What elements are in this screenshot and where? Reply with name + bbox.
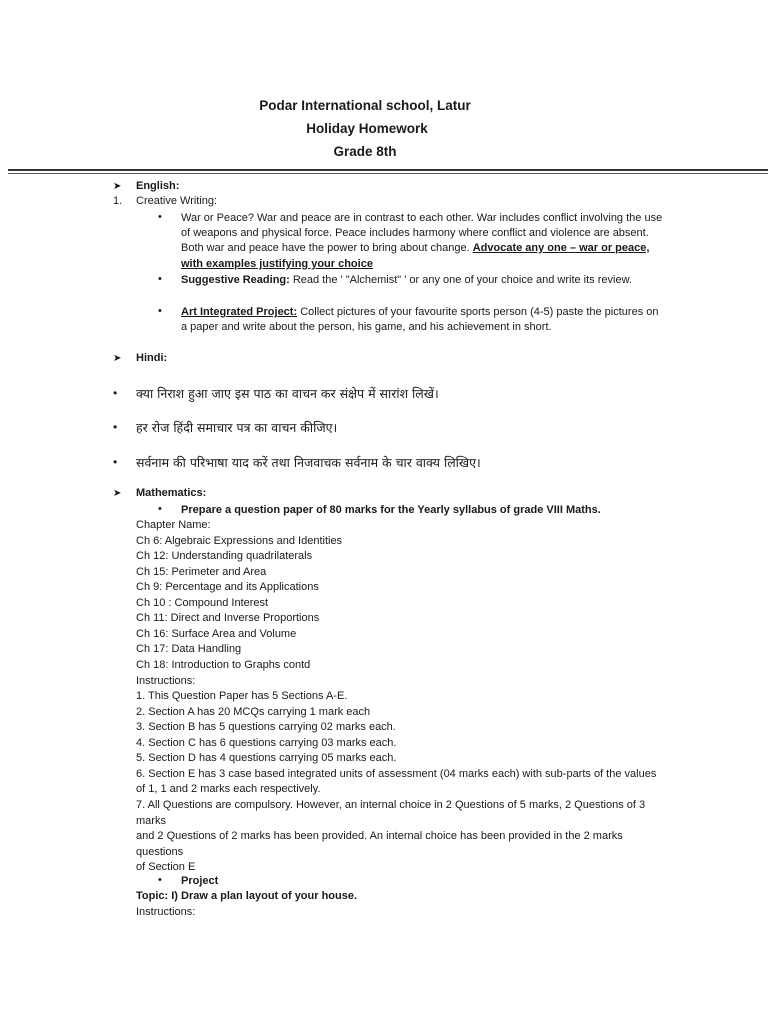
grade-label: Grade 8th [333, 144, 397, 159]
document-title: Holiday Homework [306, 121, 428, 136]
bullet-icon: • [158, 503, 162, 515]
project-label: Project [181, 875, 219, 887]
maths-line: 7. All Questions are compulsory. However, an internal choice in 2 Questions of 5 marks, 2 Questions of 3 [136, 798, 646, 811]
bullet-icon: • [158, 273, 162, 285]
maths-line: questions [136, 845, 184, 858]
war-peace-emphasis-1: Advocate any one – war or peace, [472, 242, 650, 254]
maths-line: of Section E [136, 861, 196, 874]
suggestive-reading-line [181, 274, 632, 286]
art-project-line-2: a paper and write about the person, his game, and his achievement in short. [181, 321, 552, 333]
war-peace-line-3-text: Both war and peace have the power to bring about change. [181, 242, 473, 254]
arrow-bullet-icon: ➤ [113, 488, 122, 499]
bullet-icon: • [113, 386, 118, 400]
arrow-bullet-icon: ➤ [113, 181, 122, 192]
bullet-icon: • [158, 211, 162, 223]
war-peace-line-2: of weapons and physical force. Peace includes harmony where conflict and violence are absent. [181, 227, 649, 239]
maths-line: Ch 11: Direct and Inverse Proportions [136, 612, 320, 625]
project-instructions: Instructions: [136, 906, 196, 918]
hindi-item-1: क्या निराश हुआ जाए इस पाठ का वाचन कर संक्षेप में सारांश लिखें। [136, 386, 439, 401]
maths-line: marks [136, 814, 166, 827]
bullet-icon: • [113, 420, 118, 434]
maths-line: Ch 12: Understanding quadrilaterals [136, 550, 313, 563]
bullet-icon: • [113, 455, 118, 469]
project-topic: Topic: I) Draw a plan layout of your house. [136, 890, 358, 902]
item-number: 1. [113, 195, 123, 207]
maths-line: 4. Section C has 6 questions carrying 03 marks each. [136, 736, 397, 749]
document-header [0, 94, 700, 163]
maths-line: Ch 9: Percentage and its Applications [136, 581, 319, 594]
maths-heading: Mathematics: [136, 487, 207, 499]
art-project-text-1: Collect pictures of your favourite sports person (4-5) paste the pictures on [297, 306, 659, 318]
arrow-bullet-icon: ➤ [113, 353, 122, 364]
war-peace-line-3 [181, 242, 649, 254]
maths-line: Ch 10 : Compound Interest [136, 596, 269, 609]
art-project-line-1 [181, 306, 658, 318]
maths-line: 5. Section D has 4 questions carrying 05 marks each. [136, 752, 397, 765]
maths-line: Ch 17: Data Handling [136, 643, 242, 656]
maths-line: Chapter Name: [136, 519, 211, 531]
maths-line: Ch 18: Introduction to Graphs contd [136, 659, 311, 671]
war-peace-emphasis-2: with examples justifying your choice [181, 258, 373, 270]
suggestive-reading-label: Suggestive Reading: [181, 274, 290, 286]
suggestive-reading-text: Read the ' "Alchemist" ' or any one of your choice and write its review. [289, 274, 632, 286]
maths-line: Ch 6: Algebraic Expressions and Identities [136, 534, 343, 547]
war-peace-line-1: War or Peace? War and peace are in contrast to each other. War includes conflict involving the use [181, 212, 663, 224]
hindi-heading: Hindi: [136, 352, 168, 364]
maths-line: Instructions: [136, 674, 196, 687]
maths-line: 3. Section B has 5 questions carrying 02 marks each. [136, 721, 396, 734]
maths-line: Ch 16: Surface Area and Volume [136, 627, 297, 640]
bullet-icon: • [158, 305, 162, 317]
bullet-icon: • [158, 874, 162, 886]
maths-line: 2. Section A has 20 MCQs carrying 1 mark each [136, 705, 371, 718]
english-heading: English: [136, 180, 180, 192]
art-project-label: Art Integrated Project: [181, 306, 298, 318]
school-name: Podar International school, Latur [259, 98, 471, 113]
maths-line: 6. Section E has 3 case based integrated units of assessment (04 marks each) with sub-parts of the values [136, 767, 657, 780]
hindi-item-3: सर्वनाम की परिभाषा याद करें तथा निजवाचक सर्वनाम के चार वाक्य लिखिए। [136, 455, 481, 470]
hindi-item-2: हर रोज हिंदी समाचार पत्र का वाचन कीजिए। [136, 420, 338, 435]
maths-task: Prepare a question paper of 80 marks for the Yearly syllabus of grade VIII Maths. [181, 504, 601, 516]
maths-line: and 2 Questions of 2 marks has been provided. An internal choice has been provided in the 2 marks [136, 830, 623, 842]
maths-line: of 1, 1 and 2 marks each respectively. [136, 783, 321, 796]
header-divider [8, 169, 768, 171]
header-divider-thin [8, 173, 768, 174]
maths-line: Ch 15: Perimeter and Area [136, 565, 267, 578]
maths-line: 1. This Question Paper has 5 Sections A-E. [136, 690, 348, 702]
creative-writing-title: Creative Writing: [136, 195, 218, 207]
